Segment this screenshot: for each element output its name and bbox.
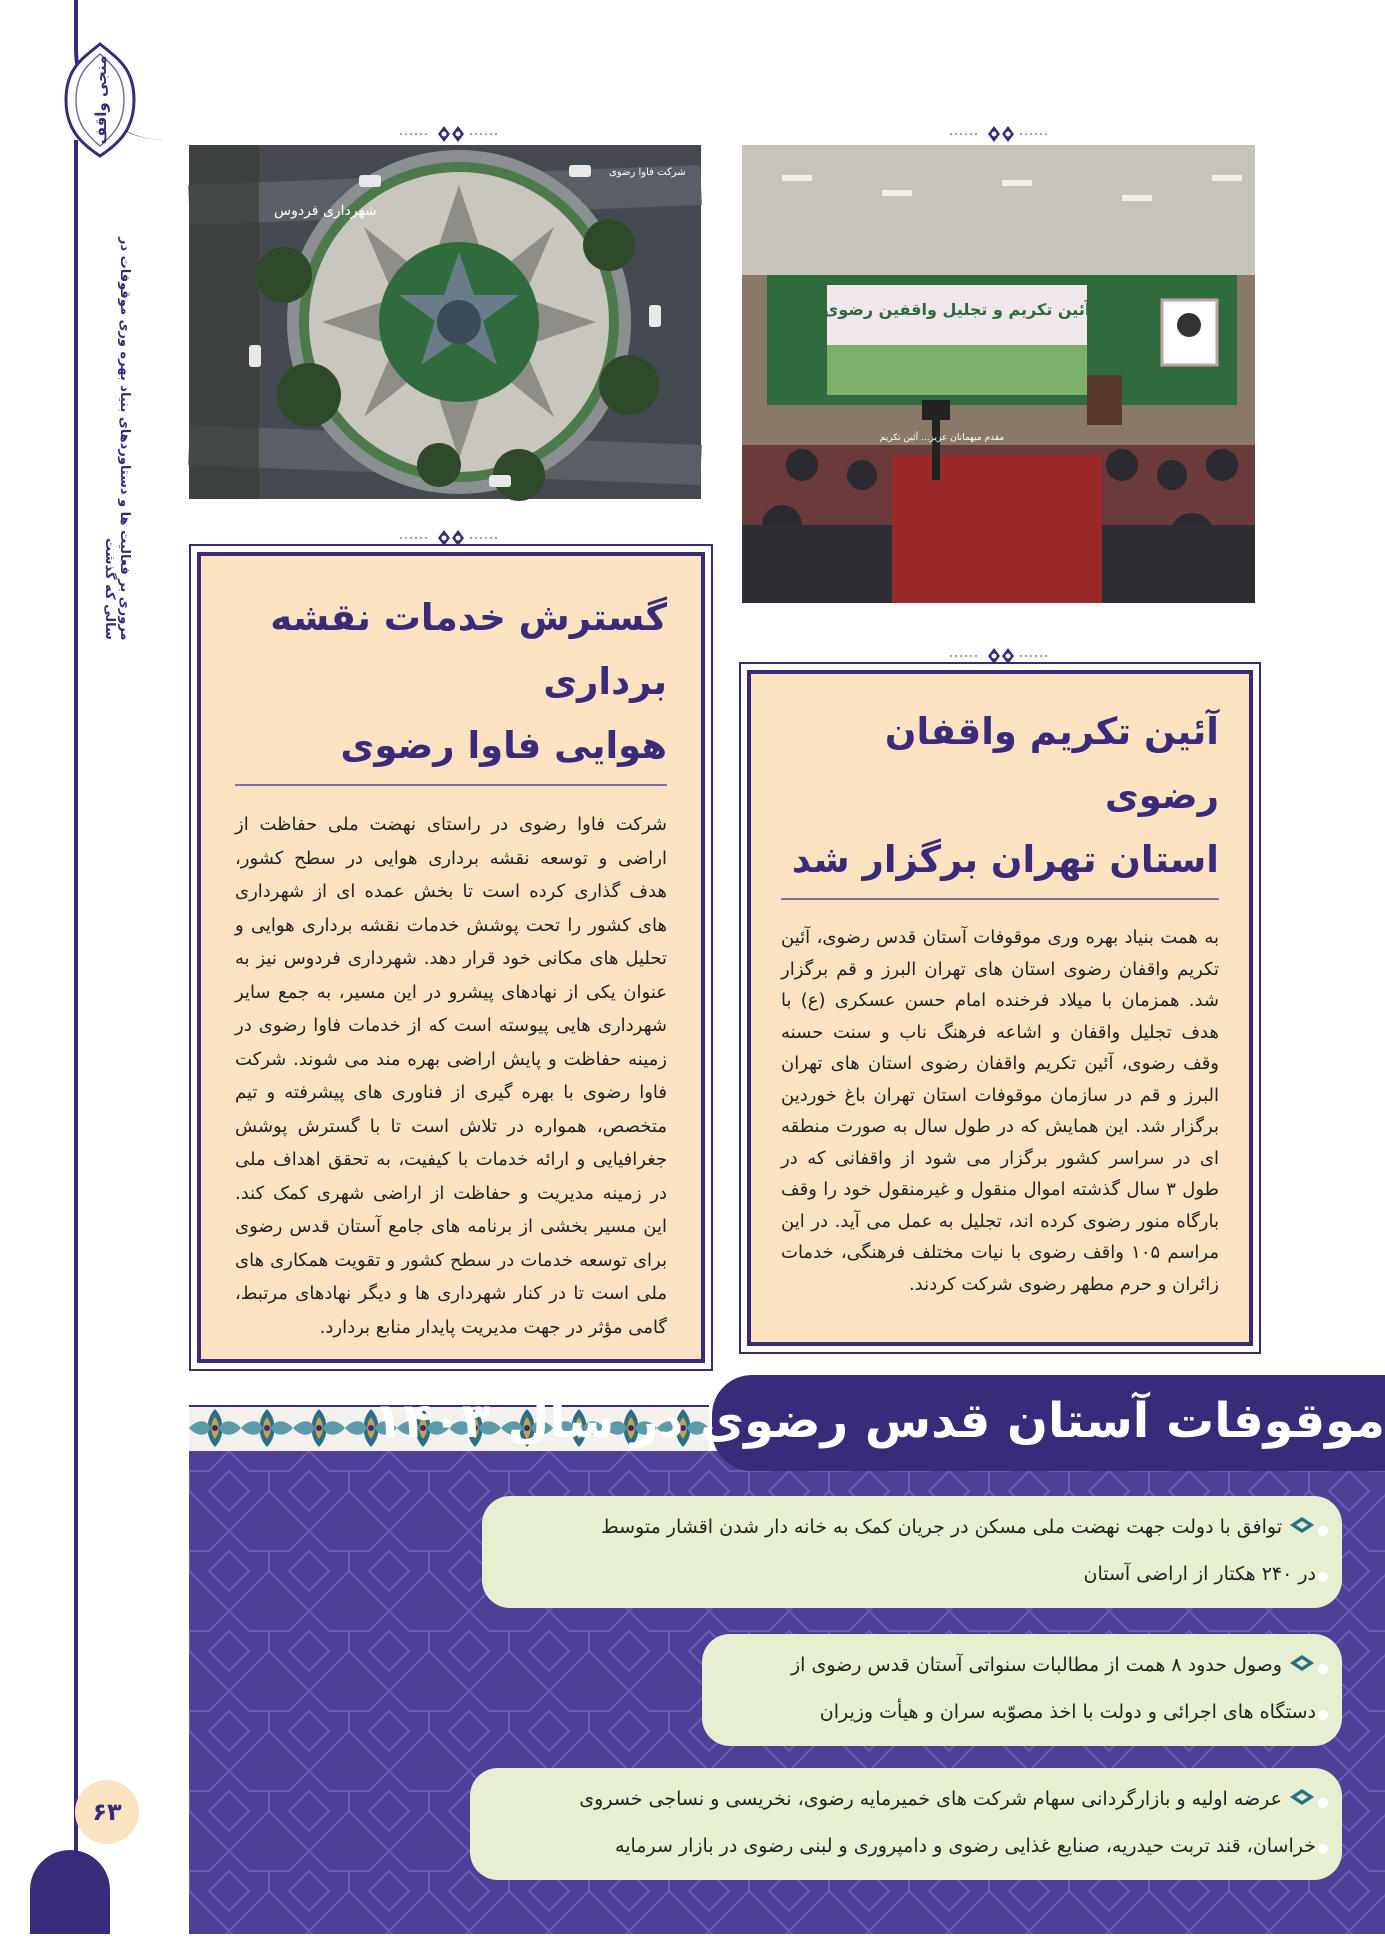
sidebar-vertical-text: مروری بر فعالیت ها و دستاوردهای بنیاد بهره وری موقوفات در سالی که گذشت bbox=[102, 236, 132, 640]
connector-dot bbox=[1318, 1710, 1328, 1720]
ornament-top-right bbox=[950, 120, 1050, 148]
achievement-line: عرضه اولیه و بازارگردانی سهام شرکت های خمیرمایه رضوی، نخریسی و نساجی خسروی bbox=[490, 1776, 1316, 1823]
article-endowers-ceremony bbox=[747, 670, 1253, 1346]
title-divider bbox=[235, 784, 667, 786]
article-aerial-mapping bbox=[197, 552, 705, 1363]
ornament-box-right bbox=[950, 642, 1050, 670]
title-divider bbox=[781, 898, 1219, 900]
svg-text:آئین تکریم و تجلیل واقفین رضوی: آئین تکریم و تجلیل واقفین رضوی bbox=[823, 300, 1091, 319]
achievement-line: خراسان، قند تربت حیدریه، صنایع غذایی رضوی و دامپروری و لبنی رضوی در بازار سرمایه bbox=[615, 1834, 1316, 1857]
article-ceremony-title: آئین تکریم واقفان رضوی استان تهران برگزار شد bbox=[791, 710, 1219, 881]
bottom-dome-ornament bbox=[30, 1850, 110, 1934]
connector-dot bbox=[1318, 1572, 1328, 1582]
connector-dot bbox=[1318, 1664, 1328, 1674]
achievements-banner: موقوفات آستان قدس رضوی در سال ۱۴۰۳ bbox=[712, 1375, 1385, 1471]
connector-dot bbox=[1318, 1526, 1328, 1536]
ceremony-hall-photo bbox=[742, 145, 1255, 603]
page-number: ۶۳ bbox=[75, 1780, 139, 1844]
ornament-bullet-icon bbox=[1288, 1777, 1316, 1823]
connector-dot bbox=[1318, 1798, 1328, 1808]
article-aerial-body: شرکت فاوا رضوی در راستای نهضت ملی حفاظت از اراضی و توسعه نقشه برداری هوایی در سطح کشور، هدف گذاری کرده است تا بخش عمده ای از شهرداری های کشور را تحت پوشش خدمات نقشه برداری هوایی و تحلیل های مکانی خود قرار دهد. شهرداری فردوس نیز به عنوان یکی از نهادهای پیشرو در این مسیر، به جمع سایر شهرداری هایی پیوسته است که از خدمات فاوا رضوی در زمینه حفاظت و پایش اراضی بهره مند می شوند. شرکت فاوا رضوی با بهره گیری از فناوری های پیشرفته و تیم متخصص، همواره در تلاش است تا با گسترش پوشش جغرافیایی و ارائه خدمات با کیفیت، به تحقق اهداف ملی در زمینه مدیریت و حفاظت از اراضی شهری کمک کند. این مسیر بخشی از برنامه های جامع آستان قدس رضوی برای توسعه خدمات در سطح کشور و تقویت همکاری های ملی است تا در کنار شهرداری ها و دیگر نهادهای مرتبط، گامی مؤثر در جهت مدیریت پایدار منابع بردارد. bbox=[235, 814, 667, 1338]
ornament-top-left bbox=[400, 120, 500, 148]
achievement-item bbox=[482, 1496, 1342, 1608]
connector-dot bbox=[1318, 1844, 1328, 1854]
achievement-line: وصول حدود ۸ همت از مطالبات سنواتی آستان قدس رضوی از bbox=[722, 1642, 1316, 1689]
magazine-logo bbox=[60, 40, 140, 160]
achievement-line: دستگاه های اجرائی و دولت با اخذ مصوّبه سران و هیأت وزیران bbox=[819, 1700, 1316, 1723]
svg-text:شرکت فاوا رضوی: شرکت فاوا رضوی bbox=[609, 167, 686, 178]
ornament-box-left bbox=[400, 524, 500, 552]
svg-text:شهرداری فردوس: شهرداری فردوس bbox=[274, 203, 377, 219]
ornament-bullet-icon bbox=[1288, 1643, 1316, 1689]
article-ceremony-body: به همت بنیاد بهره وری موقوفات آستان قدس رضوی، آئین تکریم واقفان رضوی استان های تهران البرز و قم برگزار شد. همزمان با میلاد فرخنده امام حسن عسکری (ع) با هدف تجلیل واقفان و اشاعه فرهنگ ناب و سنت حسنه وقف رضوی، آئین تکریم واقفان رضوی استان های تهران البرز و قم در سازمان موقوفات استان تهران باغ خوردین برگزار شد. این همایش که در طول سال به صورت منطقه ای در سراسر کشور برگزار می شود از واقفانی که در طول ۳ سال گذشته اموال منقول و غیرمنقول خود را وقف بارگاه منور رضوی کرده اند، تجلیل به عمل می آید. در این مراسم ۱۰۵ واقف رضوی با نیات مختلف فرهنگی، خدمات زائران و حرم مطهر رضوی شرکت کردند. bbox=[781, 927, 1219, 1295]
achievement-item bbox=[470, 1768, 1342, 1880]
aerial-roundabout-photo bbox=[189, 145, 701, 499]
achievement-line: توافق با دولت جهت نهضت ملی مسکن در جریان کمک به خانه دار شدن اقشار متوسط bbox=[502, 1504, 1316, 1551]
achievement-line: در ۲۴۰ هکتار از اراضی آستان bbox=[1083, 1562, 1316, 1585]
article-aerial-title: گسترش خدمات نقشه برداری هوایی فاوا رضوی bbox=[270, 596, 667, 767]
sidebar-line bbox=[74, 140, 78, 1880]
svg-text:منجی واقف: منجی واقف bbox=[92, 55, 110, 145]
svg-text:مقدم میهمانان عزیز... آئین تکر: مقدم میهمانان عزیز... آئین تکریم bbox=[879, 433, 1005, 443]
ornament-bullet-icon bbox=[1288, 1505, 1316, 1551]
achievement-item bbox=[702, 1634, 1342, 1746]
